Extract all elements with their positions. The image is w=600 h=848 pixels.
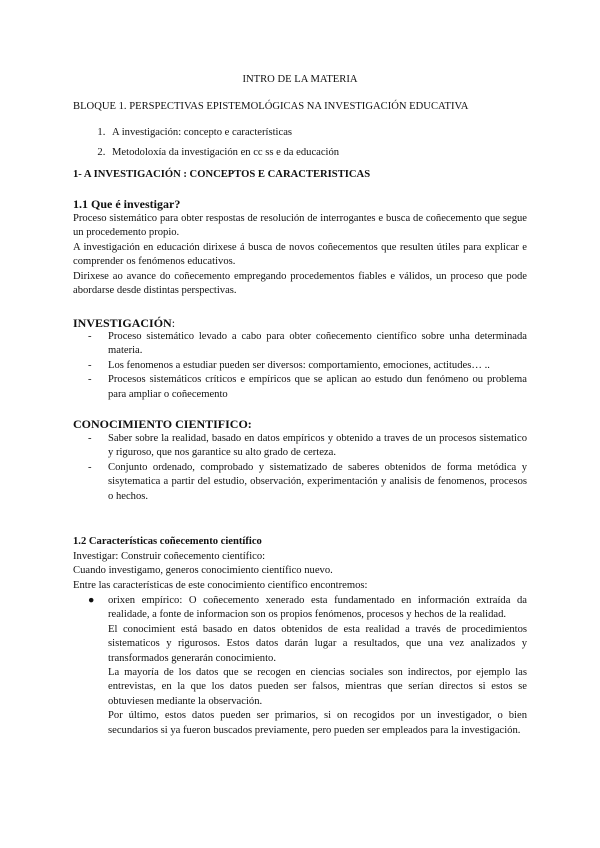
intro-paragraphs [73, 212, 527, 298]
section-heading: 1- A INVESTIGACIÓN : CONCEPTOS E CARACTERISTICAS [73, 169, 371, 180]
paragraph: Investigar: Construir coñecemento científico: [73, 551, 266, 562]
list-item [88, 359, 527, 373]
bullet-content [108, 594, 527, 738]
list-item [88, 432, 527, 461]
numbered-list [88, 126, 538, 167]
paragraph: Cuando investigamo, generos conocimiento científico nuevo. [73, 565, 333, 577]
dash-marker: - [88, 331, 92, 342]
list-item [88, 461, 527, 504]
list-item-text: Saber sobre la realidad, basado en datos empíricos y obtenido a traves de un procesos sistematico y riguroso, que nos garantice su alto grado de certeza. [108, 433, 527, 459]
dash-marker: - [88, 461, 92, 473]
heading-text: INVESTIGACIÓN [73, 316, 172, 330]
subsection-heading: 1.1 Que é investigar? [73, 197, 181, 211]
investigacion-heading [73, 316, 527, 330]
list-item-text: Proceso sistemático levado a cabo para obter coñecemento científico sobre unha determinada materia. [108, 331, 527, 357]
paragraph: Proceso sistemático para obter respostas de resolución de interrogantes e busca de coñecemento que segue un procedemento propio. [73, 213, 527, 239]
dash-marker: - [88, 374, 92, 386]
block-heading: BLOQUE 1. PERSPECTIVAS EPISTEMOLÓGICAS NA INVESTIGACIÓN EDUCATIVA [73, 101, 469, 112]
list-item: 1. A investigación: concepto e características [108, 126, 538, 140]
paragraph: orixen empírico: O coñecemento xenerado esta fundamentado en información extraída da realidade, a fonte de informacion son os propios fenómenos, procesos y hechos de la realidad. [108, 595, 527, 621]
list-item: 2. Metodoloxía da investigación en cc ss e da educación [108, 146, 538, 160]
paragraph: Por último, estos datos pueden ser primarios, si on recogidos por un investigador, o bien secundarios si ya fueron buscados previamente, pero pueden ser empleados para la investigación. [108, 710, 527, 736]
conocimiento-list [88, 432, 527, 504]
list-item-text: Conjunto ordenado, comprobado y sistematizado de saberes obtenidos de forma metódica y sisytematica a partir del estudio, observación, experimentación y analisis de fenomenos, procesos o hechos. [108, 461, 527, 502]
dash-marker: - [88, 359, 92, 371]
paragraph: El conocimient está basado en datos obtenidos de esta realidad a través de procedimientos sistematicos y rigurosos. Estos datos darán lugar a resultados, que una vez analizados y transformados generarán conocimiento. [108, 623, 527, 664]
list-item-text: Procesos sistemáticos críticos e empíricos que se aplican ao estudo dun fenómeno ou problema para ampliar o coñecemento [108, 374, 527, 400]
dash-marker: - [88, 433, 92, 444]
paragraph: Entre las características de este conocimiento científico encontremos: [73, 579, 368, 591]
paragraph: Dirixese ao avance do coñecemento empregando procedementos fiables e válidos, un proceso que pode abordarse desde distintas perspectivas. [73, 270, 527, 297]
list-item [88, 373, 527, 402]
paragraph: A investigación en educación dirixese á busca de novos coñecementos que resulten útiles para explicar e comprender os fenómenos educativos. [73, 241, 527, 268]
list-item-text: Los fenomenos a estudiar pueden ser diversos: comportamiento, emociones, actitudes… .. [108, 359, 490, 371]
investigacion-list [88, 330, 527, 402]
document-title: INTRO DE LA MATERIA [242, 74, 358, 85]
section-1-2-intro [73, 550, 527, 593]
bullet-marker: ● [88, 595, 95, 606]
conocimiento-heading: CONOCIMIENTO CIENTIFICO: [73, 417, 252, 431]
heading-colon: : [171, 316, 176, 330]
bullet-item [88, 594, 527, 738]
list-item [88, 330, 527, 359]
paragraph: La mayoría de los datos que se recogen en ciencias sociales son indirectos, por ejemplo las entrevistas, en la que los datos pueden ser falsos, mientras que serían directos si estos se obtuviesen mediante la observación. [108, 667, 527, 707]
subsection-heading-1-2: 1.2 Características coñecemento científico [73, 536, 262, 547]
